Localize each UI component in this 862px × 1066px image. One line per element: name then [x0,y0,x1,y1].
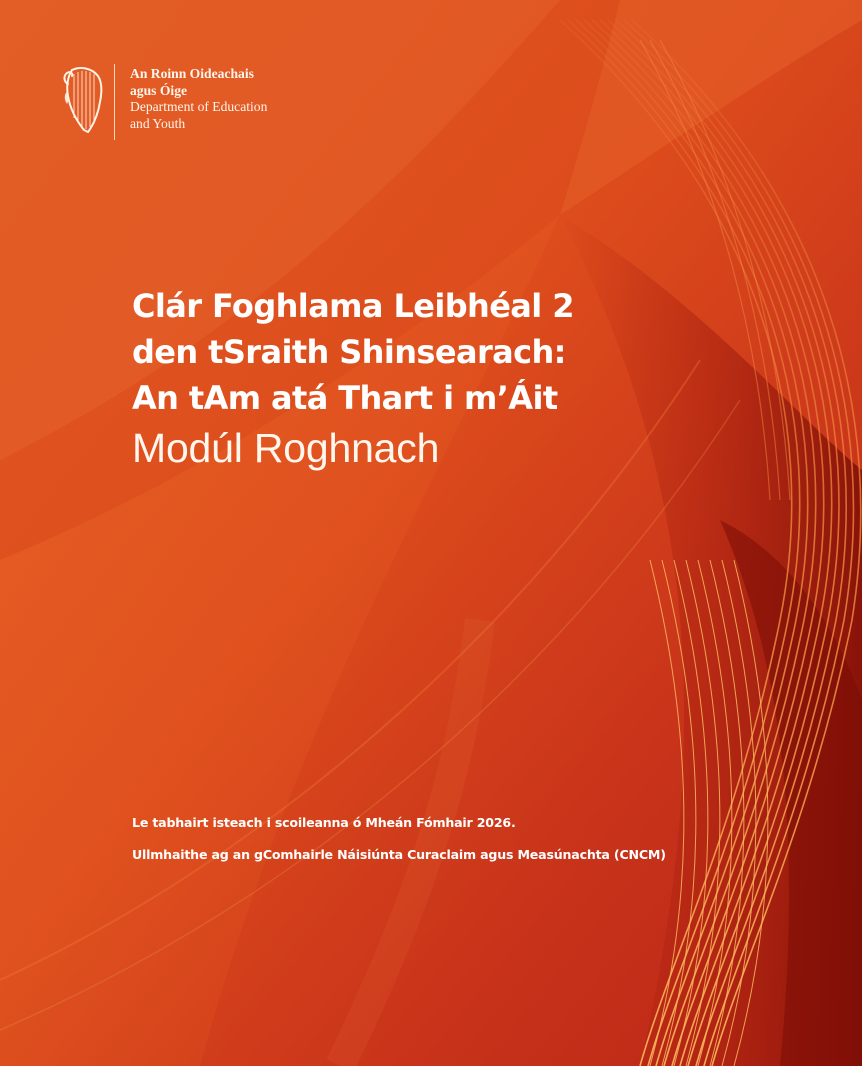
department-name-irish-line2: agus Óige [130,82,188,98]
title-line-1: Clár Foghlama Leibhéal 2 [132,287,574,325]
department-logo [58,64,267,142]
department-name-english-line1: Department of Education [130,99,268,114]
title-line-2: den tSraith Shinsearach: [132,333,566,371]
harp-icon [58,64,108,136]
logo-divider [114,64,115,140]
document-title [132,283,574,473]
title-line-3: An tAm atá Thart i m’Áit [132,379,558,417]
prepared-by-note: Ullmhaithe ag an gComhairle Náisiúnta Curaclaim agus Measúnachta (CNCM) [132,847,666,862]
department-name [130,66,267,132]
department-name-english-line2: and Youth [130,115,186,131]
department-name-irish-line1: An Roinn Oideachais [130,66,254,81]
introduction-note: Le tabhairt isteach i scoileanna ó Mheán Fómhair 2026. [132,815,516,830]
cover-notes [132,814,666,864]
document-subtitle: Modúl Roghnach [132,425,440,471]
